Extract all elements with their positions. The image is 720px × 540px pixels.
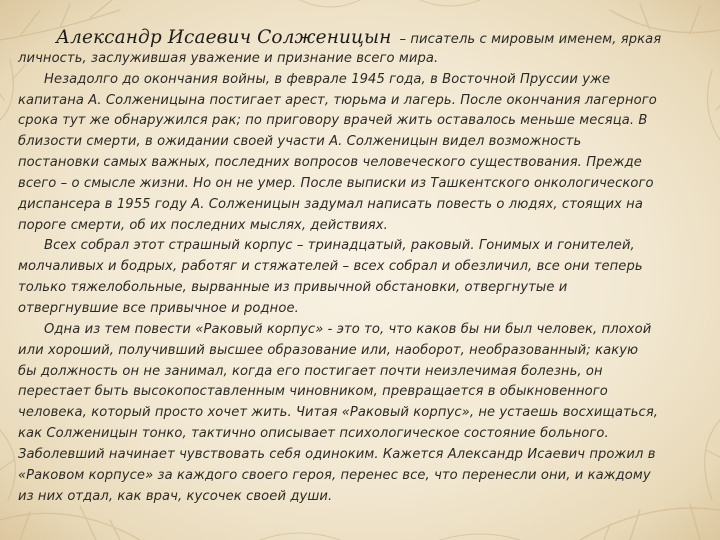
text-line: всего – о смысле жизни. Но он не умер. После выписки из Ташкентского онкологического bbox=[18, 175, 654, 191]
paragraph bbox=[18, 28, 718, 70]
text-line: срока тут же обнаружился рак; по приговору врачей жить оставалось меньше месяца. В bbox=[18, 113, 648, 129]
text-line: только тяжелобольные, вырванные из привычной обстановки, отвергнутые и bbox=[18, 280, 568, 296]
text-line: Заболевший начинает чувствовать себя одиноким. Кажется Александр Исаевич прожил в bbox=[18, 446, 656, 462]
text-line: бы должность он не занимал, когда его постигает почти неизлечимая болезнь, он bbox=[18, 363, 603, 379]
text-line: Незадолго до окончания войны, в феврале 1945 года, в Восточной Пруссии уже bbox=[44, 71, 611, 87]
text-line: Всех собрал этот страшный корпус – тринадцатый, раковый. Гонимых и гонителей, bbox=[44, 238, 635, 254]
text-line: Одна из тем повести «Раковый корпус» - это то, что каков бы ни был человек, плохой bbox=[44, 321, 652, 337]
text-line: близости смерти, в ожидании своей участи А. Солженицын видел возможность bbox=[18, 134, 582, 150]
text-line: отвергнувшие все привычное и родное. bbox=[18, 300, 299, 316]
text-line: постановки самых важных, последних вопросов человеческого существования. Прежде bbox=[18, 155, 642, 171]
text-line: пороге смерти, об их последних мыслях, действиях. bbox=[18, 217, 388, 233]
text-line: или хороший, получивший высшее образование или, наоборот, необразованный; какую bbox=[18, 342, 639, 358]
text-line: диспансера в 1955 году А. Солженицын задумал написать повесть о людях, стоящих на bbox=[18, 196, 643, 212]
paragraph bbox=[18, 70, 718, 237]
paragraph bbox=[18, 236, 718, 319]
text-line: молчаливых и бодрых, работяг и стяжателей – всех собрал и обезличил, все они теперь bbox=[18, 259, 643, 275]
text-line: личность, заслужившая уважение и признание всего мира. bbox=[18, 50, 439, 66]
text-line: Александр Исаевич Солженицын – писатель с мировым именем, яркая bbox=[56, 27, 662, 48]
text-line: человека, который просто хочет жить. Читая «Раковый корпус», не устаешь восхищаться, bbox=[18, 405, 659, 421]
text-line: как Солженицын тонко, тактично описывает психологическое состояние больного. bbox=[18, 426, 609, 442]
text-line: перестает быть высокопоставленным чиновником, превращается в обыкновенного bbox=[18, 384, 608, 400]
document-body bbox=[18, 28, 718, 507]
text-line: капитана А. Солженицына постигает арест, тюрьма и лагерь. После окончания лагерного bbox=[18, 92, 657, 108]
text-line: из них отдал, как врач, кусочек своей души. bbox=[18, 488, 333, 504]
paragraph bbox=[18, 320, 718, 508]
text-line: «Раковом корпусе» за каждого своего героя, перенес все, что перенесли они, и каждому bbox=[18, 467, 651, 483]
author-name-heading: Александр Исаевич Солженицын bbox=[56, 27, 392, 48]
